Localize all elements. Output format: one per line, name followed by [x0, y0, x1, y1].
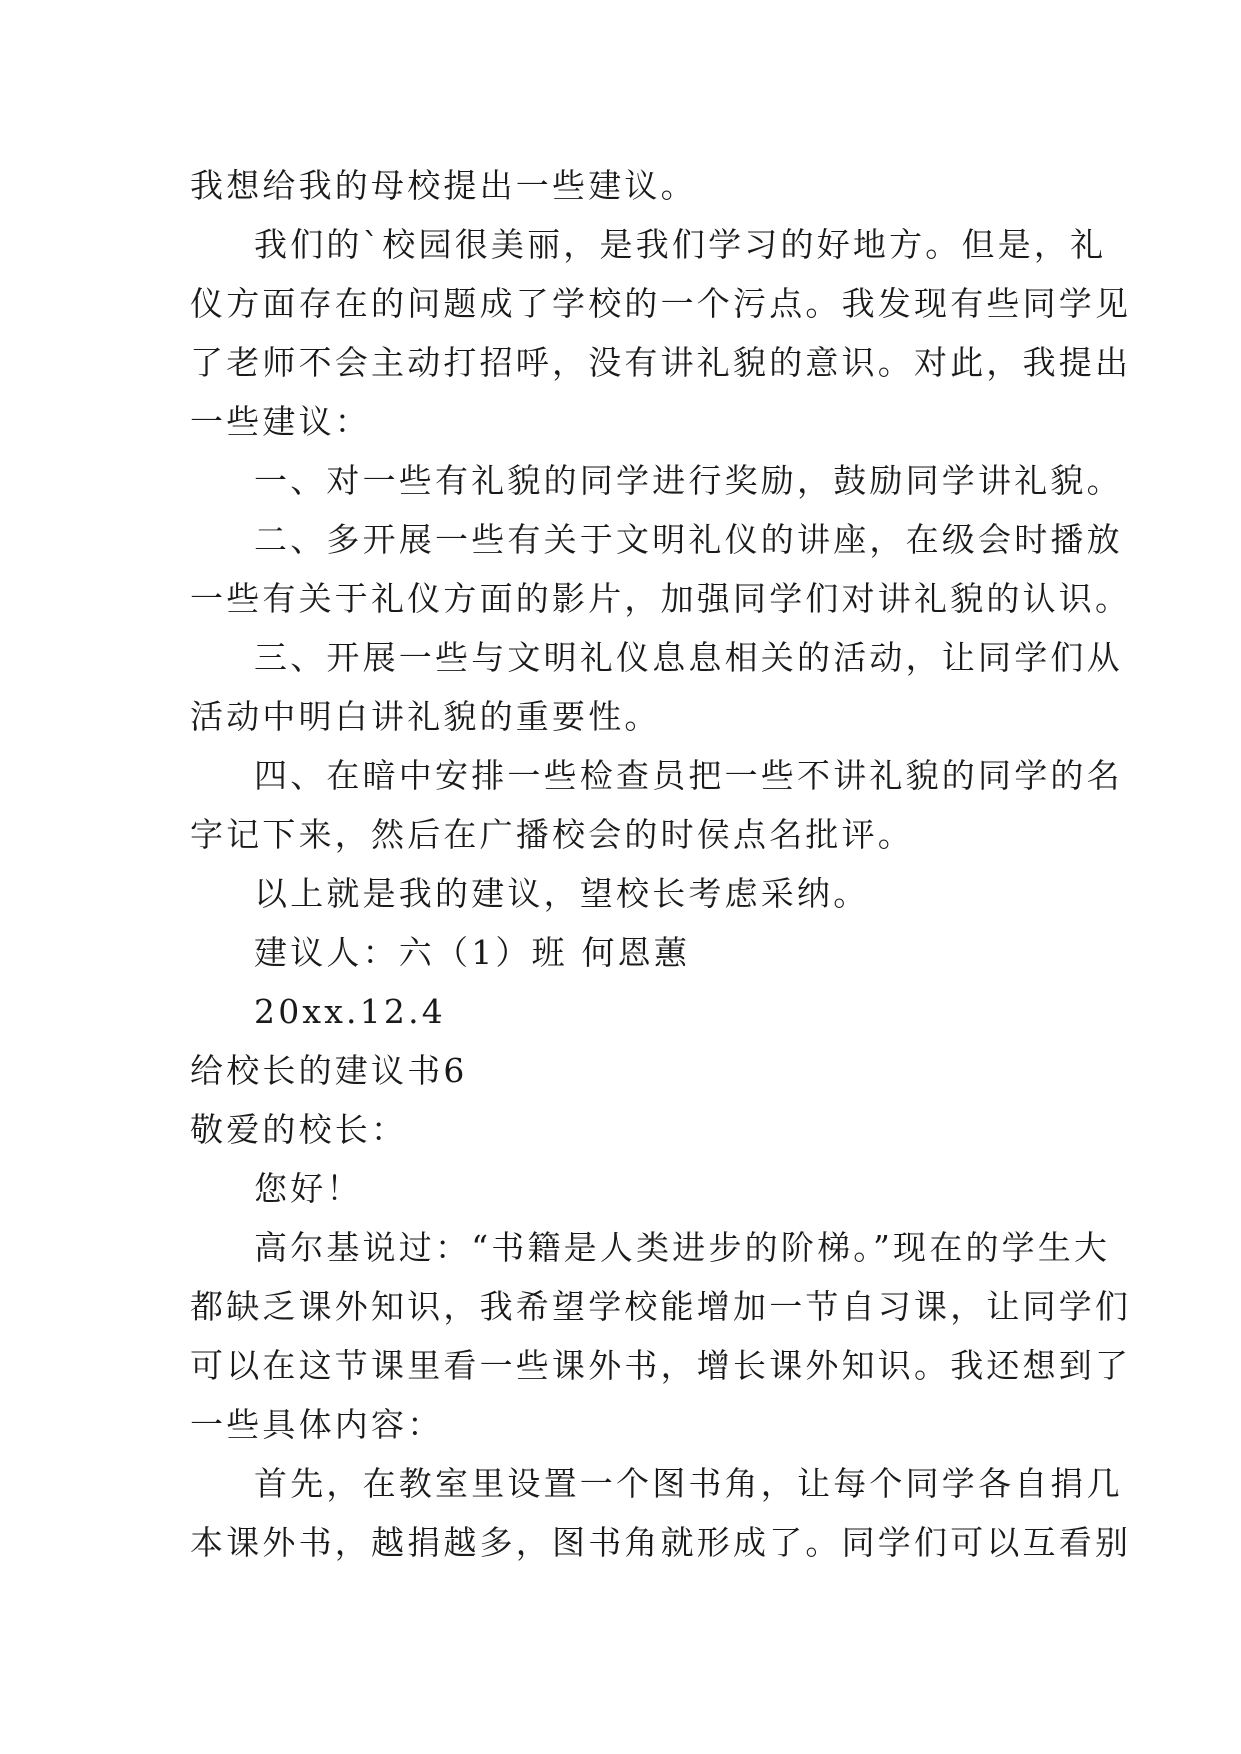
text-line: 都缺乏课外知识，我希望学校能增加一节自习课，让同学们: [190, 1287, 1132, 1326]
text-line: 字记下来，然后在广播校会的时侯点名批评。: [190, 815, 914, 854]
signature-line: 建议人：六（1）班 何恩蕙: [254, 933, 691, 972]
text-line: 一些具体内容：: [190, 1405, 444, 1444]
greeting: 您好！: [254, 1169, 363, 1208]
text-line: 仪方面存在的问题成了学校的一个污点。我发现有些同学见: [190, 284, 1132, 323]
text-line: 本课外书，越捐越多，图书角就形成了。同学们可以互看别: [190, 1523, 1132, 1562]
text-line: 首先，在教室里设置一个图书角，让每个同学各自捐几: [254, 1464, 1123, 1503]
section-title: 给校长的建议书6: [190, 1051, 468, 1090]
salutation: 敬爱的校长：: [190, 1110, 408, 1149]
text-line: 一些有关于礼仪方面的影片，加强同学们对讲礼貌的认识。: [190, 579, 1132, 618]
date-line: 20xx.12.4: [254, 992, 446, 1031]
text-line: 高尔基说过：“书籍是人类进步的阶梯。”现在的学生大: [254, 1228, 1111, 1267]
text-line: 可以在这节课里看一些课外书，增长课外知识。我还想到了: [190, 1346, 1132, 1385]
text-line: 四、在暗中安排一些检查员把一些不讲礼貌的同学的名: [254, 756, 1123, 795]
text-line: 以上就是我的建议，望校长考虑采纳。: [254, 874, 870, 913]
text-line: 活动中明白讲礼貌的重要性。: [190, 697, 661, 736]
text-line: 我想给我的母校提出一些建议。: [190, 166, 697, 205]
text-line: 了老师不会主动打招呼，没有讲礼貌的意识。对此，我提出: [190, 343, 1132, 382]
text-line: 二、多开展一些有关于文明礼仪的讲座，在级会时播放: [254, 520, 1123, 559]
text-line: 一、对一些有礼貌的同学进行奖励，鼓励同学讲礼貌。: [254, 461, 1123, 500]
text-line: 我们的`校园很美丽，是我们学习的好地方。但是，礼: [254, 225, 1107, 264]
text-line: 一些建议：: [190, 402, 371, 441]
text-line: 三、开展一些与文明礼仪息息相关的活动，让同学们从: [254, 638, 1123, 677]
